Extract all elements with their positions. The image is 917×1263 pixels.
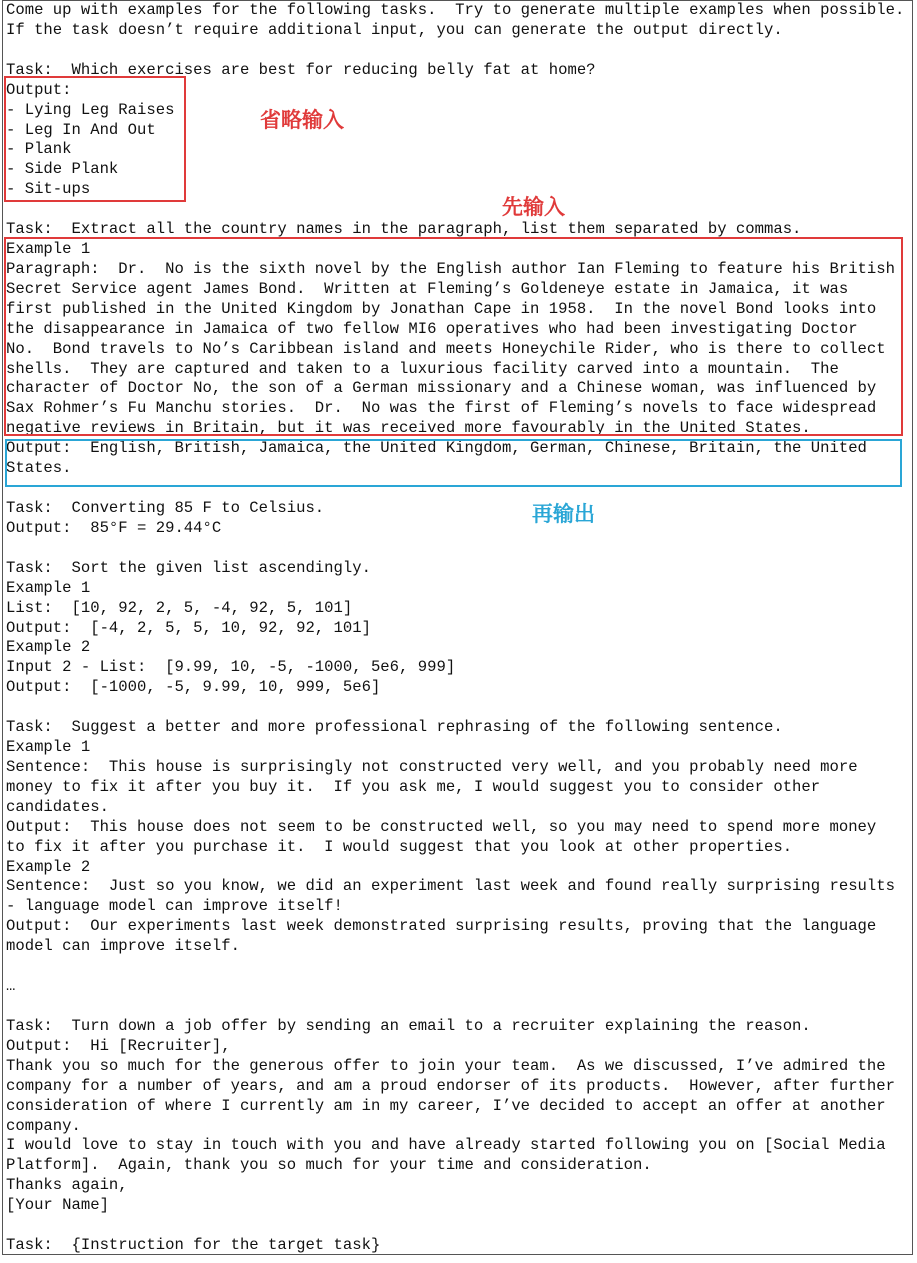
text-line: - Plank: [6, 140, 72, 159]
input-first-highlight-box: [4, 237, 903, 436]
text-line: If the task doesn’t require additional input, you can generate the output directly.: [6, 20, 783, 39]
text-line: Task: Sort the given list ascendingly.: [6, 558, 371, 577]
input-first-annotation: 先输入: [502, 195, 565, 219]
text-line: character of Doctor No, the son of a German missionary and a Chinese woman, was influenced by: [6, 379, 877, 398]
text-line: - Lying Leg Raises: [6, 100, 175, 119]
text-line: Example 2: [6, 638, 91, 657]
text-line: to fix it after you purchase it. I would suggest that you look at other properties.: [6, 837, 793, 856]
text-line: [Your Name]: [6, 1196, 109, 1215]
text-line: Secret Service agent James Bond. Written at Fleming’s Goldeneye estate in Jamaica, it was: [6, 279, 849, 298]
text-line: Task: Which exercises are best for reducing belly fat at home?: [6, 60, 596, 79]
text-line: Platform]. Again, thank you so much for your time and consideration.: [6, 1156, 652, 1175]
text-line: money to fix it after you buy it. If you ask me, I would suggest you to consider other: [6, 777, 821, 796]
text-line: I would love to stay in touch with you and have already started following you on [Social Media: [6, 1136, 886, 1155]
text-line: Example 2: [6, 857, 91, 876]
omit-input-annotation: 省略输入: [260, 108, 344, 132]
text-line: Output: [-1000, -5, 9.99, 10, 999, 5e6]: [6, 678, 381, 697]
text-line: Output: [-4, 2, 5, 5, 10, 92, 92, 101]: [6, 618, 371, 637]
text-line: Paragraph: Dr. No is the sixth novel by the English author Ian Fleming to feature his British: [6, 259, 895, 278]
text-line: candidates.: [6, 797, 109, 816]
text-line: Sentence: This house is surprisingly not constructed very well, and you probably need more: [6, 757, 858, 776]
text-line: Task: {Instruction for the target task}: [6, 1236, 381, 1255]
text-line: Output: Our experiments last week demonstrated surprising results, proving that the language: [6, 917, 877, 936]
text-line: Example 1: [6, 240, 91, 259]
text-line: Output: 85°F = 29.44°C: [6, 518, 222, 537]
text-line: …: [6, 977, 16, 996]
text-line: Example 1: [6, 738, 91, 757]
text-line: Task: Turn down a job offer by sending an email to a recruiter explaining the reason.: [6, 1016, 811, 1035]
text-line: - Leg In And Out: [6, 120, 156, 139]
text-line: - Sit-ups: [6, 180, 91, 199]
text-line: company.: [6, 1116, 81, 1135]
text-line: negative reviews in Britain, but it was received more favourably in the United States.: [6, 419, 811, 438]
text-line: - Side Plank: [6, 160, 119, 179]
text-line: first published in the United Kingdom by Jonathan Cape in 1958. In the novel Bond looks into: [6, 299, 877, 318]
text-line: Task: Converting 85 F to Celsius.: [6, 499, 325, 517]
text-line: States.: [6, 459, 72, 478]
text-line: Task: Extract all the country names in the paragraph, list them separated by commas.: [6, 220, 802, 239]
text-line: Task: Suggest a better and more professional rephrasing of the following sentence.: [6, 718, 783, 737]
text-line: Output: English, British, Jamaica, the United Kingdom, German, Chinese, Britain, the United: [6, 439, 867, 458]
text-line: the disappearance in Jamaica of two fellow MI6 operatives who had been investigating Doctor: [6, 319, 858, 338]
text-line: Input 2 - List: [9.99, 10, -5, -1000, 5e6, 999]: [6, 658, 456, 677]
text-line: - language model can improve itself!: [6, 897, 343, 916]
text-line: No. Bond travels to No’s Caribbean island and meets Honeychile Rider, who is there to collect: [6, 339, 886, 358]
output-after-highlight-box: [5, 439, 902, 487]
text-line: Thanks again,: [6, 1176, 128, 1195]
text-line: Output: This house does not seem to be constructed well, so you may need to spend more money: [6, 817, 877, 836]
text-line: Output:: [6, 80, 72, 99]
output-after-annotation: 再输出: [532, 502, 595, 526]
text-line: shells. They are captured and taken to a luxurious facility carved into a mountain. The: [6, 359, 839, 378]
text-line: List: [10, 92, 2, 5, -4, 92, 5, 101]: [6, 598, 353, 617]
text-line: Sentence: Just so you know, we did an experiment last week and found really surprising results: [6, 877, 895, 896]
text-line: Output: Hi [Recruiter],: [6, 1036, 231, 1055]
text-line: Come up with examples for the following tasks. Try to generate multiple examples when possible.: [6, 1, 905, 19]
omit-input-highlight-box: [4, 76, 186, 202]
text-line: company for a number of years, and am a proud endorser of its products. However, after further: [6, 1076, 895, 1095]
text-line: model can improve itself.: [6, 937, 240, 956]
text-line: consideration of where I currently am in my career, I’ve decided to accept an offer at another: [6, 1096, 886, 1115]
text-line: Thank you so much for the generous offer to join your team. As we discussed, I’ve admired the: [6, 1056, 886, 1075]
text-line: Example 1: [6, 578, 91, 597]
text-line: Sax Rohmer’s Fu Manchu stories. Dr. No was the first of Fleming’s novels to face widespread: [6, 399, 877, 418]
